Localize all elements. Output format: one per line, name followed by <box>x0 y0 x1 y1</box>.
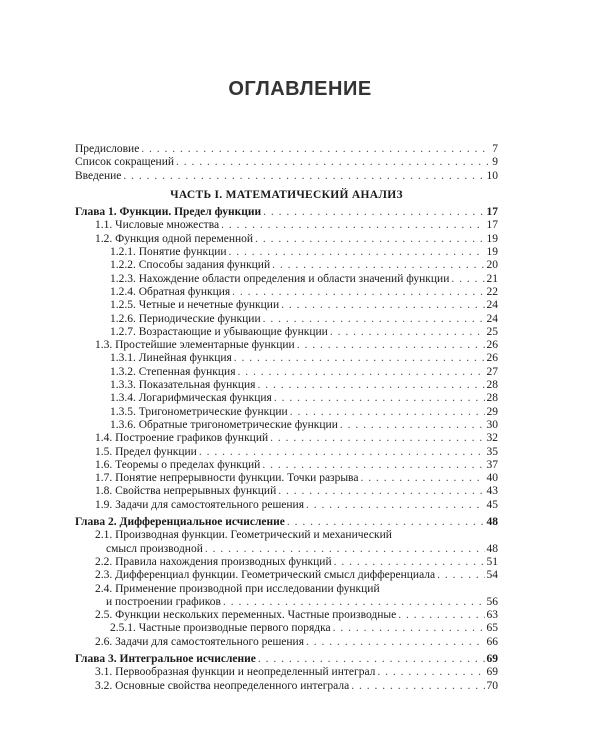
toc-entry[interactable]: 1.3.2. Степенная функция . . . 27 <box>75 366 498 379</box>
part-heading: ЧАСТЬ I. МАТЕМАТИЧЕСКИЙ АНАЛИЗ <box>170 188 403 201</box>
toc-entry[interactable]: 1.3.3. Показательная функция . . . 28 <box>75 379 498 392</box>
toc-entry-first-line[interactable]: 2.4. Применение производной при исследовании функций <box>95 582 380 595</box>
toc-entry[interactable]: 1.1. Числовые множества . . . 17 <box>75 219 498 232</box>
toc-entry[interactable]: 1.3.4. Логарифмическая функция . . . 28 <box>75 392 498 405</box>
toc-chapter-2[interactable]: Глава 2. Дифференциальное исчисление . . . 48 <box>75 516 498 529</box>
toc-entry[interactable]: 1.8. Свойства непрерывных функций . . . 43 <box>75 485 498 498</box>
toc-entry[interactable]: 2.3. Дифференциал функции. Геометрический смысл дифференциала . . . 54 <box>75 569 498 582</box>
toc-entry-preface[interactable]: Предисловие . . . 7 <box>75 143 498 156</box>
toc-entry[interactable]: 1.9. Задачи для самостоятельного решения . . . 45 <box>75 499 498 512</box>
toc-entry[interactable]: 3.2. Основные свойства неопределенного интеграла . . . 70 <box>75 680 498 693</box>
toc-entry[interactable]: и построении графиков . . . 56 <box>75 596 498 609</box>
toc-entry[interactable]: 1.2.7. Возрастающие и убывающие функции . . . 25 <box>75 326 498 339</box>
toc-entry[interactable]: 2.6. Задачи для самостоятельного решения . . . 66 <box>75 636 498 649</box>
toc-entry[interactable]: 1.3. Простейшие элементарные функции . . . 26 <box>75 339 498 352</box>
toc-entry[interactable]: 1.2.5. Четные и нечетные функции . . . 24 <box>75 299 498 312</box>
toc-entry[interactable]: 1.2.6. Периодические функции . . . 24 <box>75 313 498 326</box>
toc-entry[interactable]: 1.2.3. Нахождение области определения и области значений функции . . . 21 <box>75 273 498 286</box>
toc-entry[interactable]: 1.3.1. Линейная функция . . . 26 <box>75 352 498 365</box>
toc-chapter-1[interactable]: Глава 1. Функции. Предел функции . . . 17 <box>75 206 498 219</box>
toc-entry[interactable]: 1.3.6. Обратные тригонометрические функции . . . 30 <box>75 419 498 432</box>
toc-entry[interactable]: 1.3.5. Тригонометрические функции . . . 29 <box>75 406 498 419</box>
toc-entry[interactable]: 3.1. Первообразная функции и неопределенный интеграл . . . 69 <box>75 666 498 679</box>
toc-entry[interactable]: 1.5. Предел функции . . . 35 <box>75 446 498 459</box>
toc-entry[interactable]: 1.2.2. Способы задания функций . . . 20 <box>75 259 498 272</box>
toc-entry[interactable]: 1.7. Понятие непрерывности функции. Точки разрыва . . . 40 <box>75 472 498 485</box>
toc-entry[interactable]: 1.4. Построение графиков функций . . . 32 <box>75 432 498 445</box>
toc-chapter-3[interactable]: Глава 3. Интегральное исчисление . . . 69 <box>75 653 498 666</box>
toc-entry[interactable]: 1.6. Теоремы о пределах функций . . . 37 <box>75 459 498 472</box>
toc-entry[interactable]: 2.5.1. Частные производные первого порядка . . . 65 <box>75 622 498 635</box>
toc-entry-first-line[interactable]: 2.1. Производная функции. Геометрический и механический <box>95 529 392 542</box>
toc-entry[interactable]: 1.2.4. Обратная функция . . . 22 <box>75 286 498 299</box>
toc-entry[interactable]: 1.2. Функция одной переменной . . . 19 <box>75 233 498 246</box>
table-of-contents <box>75 143 498 693</box>
toc-entry[interactable]: 2.5. Функции нескольких переменных. Частные производные . . . 63 <box>75 609 498 622</box>
toc-entry[interactable]: 2.2. Правила нахождения производных функций . . . 51 <box>75 556 498 569</box>
toc-entry-introduction[interactable]: Введение . . . 10 <box>75 170 498 183</box>
page-title: ОГЛАВЛЕНИЕ <box>228 78 372 100</box>
toc-entry[interactable]: смысл производной . . . 48 <box>75 543 498 556</box>
toc-entry[interactable]: 1.2.1. Понятие функции . . . 19 <box>75 246 498 259</box>
toc-entry-abbreviations[interactable]: Список сокращений . . . 9 <box>75 156 498 169</box>
